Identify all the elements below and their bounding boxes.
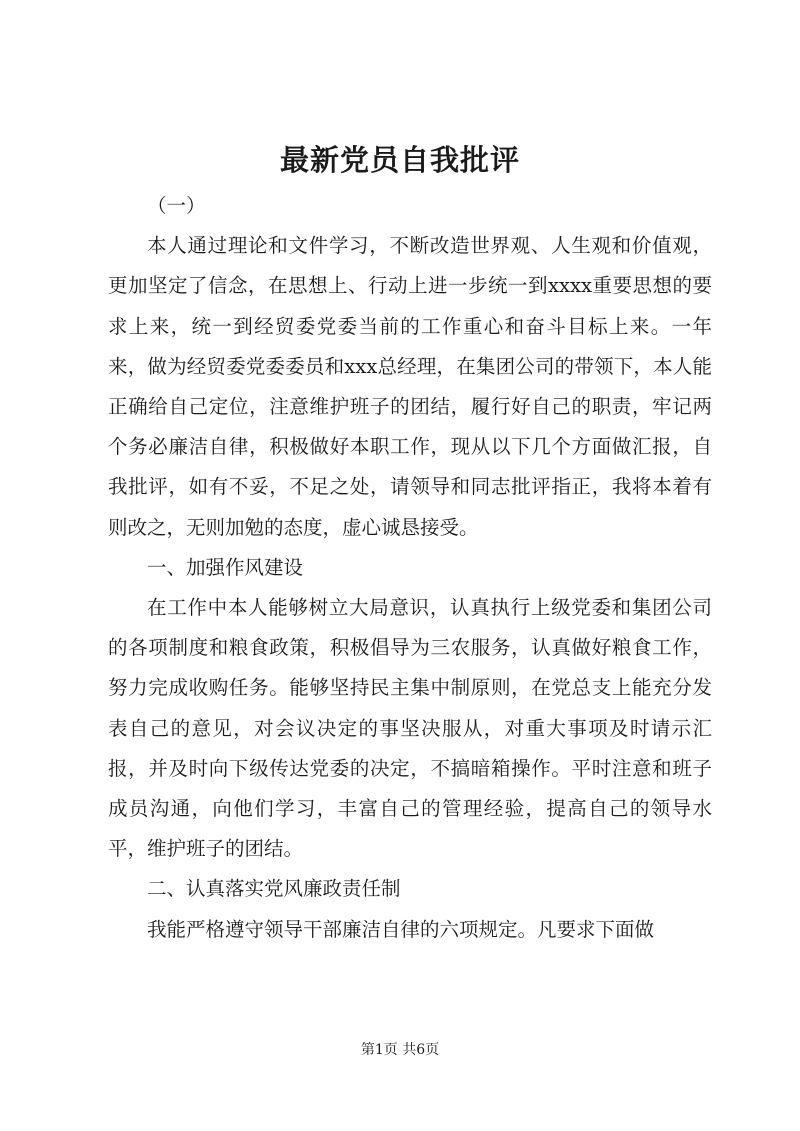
page-footer: 第1页 共6页 [360, 1042, 440, 1058]
heading-section-2: 二、认真落实党风廉政责任制 [147, 877, 401, 901]
section-number: （一） [147, 194, 206, 217]
heading-section-1: 一、加强作风建设 [147, 555, 304, 579]
paragraph-section-1: 在工作中本人能够树立大局意识，认真执行上级党委和集团公司的各项制度和粮食政策，积极倡导为三农服务，认真做好粮食工作，努力完成收购任务。能够坚持民主集中制原则，在党总支上能充分发表自己的意见，对会议决定的事坚决服从，对重大事项及时请示汇报，并及时向下级传达党委的决定，不搞暗箱操作。平时注意和班子成员沟通，向他们学习，丰富自己的管理经验，提高自己的领导水平，维护班子的团结。 [108, 596, 712, 861]
document-body [108, 186, 712, 950]
paragraph-section-2: 我能严格遵守领导干部廉洁自律的六项规定。凡要求下面做 [147, 917, 655, 941]
document-title: 最新党员自我批评 [279, 143, 520, 177]
paragraph-intro: 本人通过理论和文件学习，不断改造世界观、人生观和价值观，更加坚定了信念，在思想上、行动上进一步统一到xxxx重要思想的要求上来，统一到经贸委党委当前的工作重心和奋斗目标上来。一年来，做为经贸委党委委员和xxx总经理，在集团公司的带领下，本人能正确给自己定位，注意维护班子的团结，履行好自己的职责，牢记两个务必廉洁自律，积极做好本职工作，现从以下几个方面做汇报，自我批评，如有不妥，不足之处，请领导和同志批评指正，我将本着有则改之，无则加勉的态度，虚心诚恳接受。 [108, 234, 712, 539]
